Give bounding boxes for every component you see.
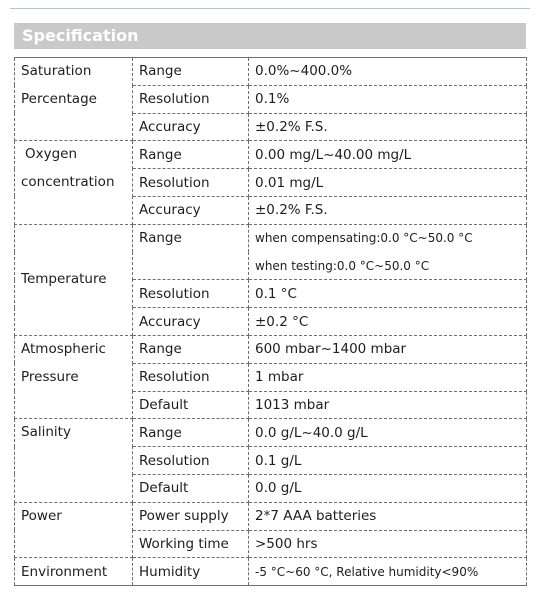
param-value: ±0.2 °C [249,308,527,336]
param-value: 0.00 mg/L~40.00 mg/L [249,141,527,169]
spec-table [14,57,527,586]
category-salinity: Salinity [15,419,133,502]
param-value: >500 hrs [249,530,527,558]
param-label: Resolution [133,169,249,197]
category-line: Saturation [21,63,92,79]
param-label: Resolution [133,280,249,308]
param-label: Accuracy [133,308,249,336]
category-line: concentration [21,174,115,191]
category-power: Power [15,502,133,558]
param-label: Resolution [133,363,249,391]
param-value: 0.0 g/L~40.0 g/L [249,419,527,447]
param-value: 0.1 °C [249,280,527,308]
section-header: Specification [14,23,526,49]
param-label: Range [133,419,249,447]
category-saturation [15,58,133,141]
param-value: -5 °C~60 °C, Relative humidity<90% [249,558,527,586]
param-label: Power supply [133,502,249,530]
category-oxygen [15,141,133,224]
param-label: Default [133,474,249,502]
category-atmospheric-pressure [15,335,133,418]
param-value: 2*7 AAA batteries [249,502,527,530]
category-line: Percentage [21,90,97,107]
table-row [15,419,527,447]
table-row [15,141,527,169]
param-label: Resolution [133,85,249,113]
category-line: Oxygen [25,146,78,163]
param-label: Accuracy [133,113,249,141]
param-label: Default [133,391,249,419]
param-value: 0.0 g/L [249,474,527,502]
param-label: Accuracy [133,196,249,224]
param-value: 0.1 g/L [249,447,527,475]
category-line: Atmospheric [21,340,106,357]
param-label: Working time [133,530,249,558]
table-row [15,335,527,363]
param-value: ±0.2% F.S. [249,196,527,224]
table-row [15,502,527,530]
param-value: 0.01 mg/L [249,169,527,197]
table-row [15,558,527,586]
param-value: 600 mbar~1400 mbar [249,335,527,363]
top-divider [10,8,530,9]
param-value: 1 mbar [249,363,527,391]
param-label: Resolution [133,447,249,475]
table-row [15,58,527,86]
param-label: Range [133,141,249,169]
param-value: when testing:0.0 °C~50.0 °C [249,252,527,280]
category-environment: Environment [15,558,133,586]
param-value: ±0.2% F.S. [249,113,527,141]
param-label: Range [133,58,249,86]
category-line: Pressure [21,368,79,385]
param-value: 1013 mbar [249,391,527,419]
param-label: Humidity [133,558,249,586]
category-temperature: Temperature [15,224,133,335]
param-value: 0.0%~400.0% [249,58,527,86]
param-value: 0.1% [249,85,527,113]
param-label: Range [133,335,249,363]
table-row [15,224,527,252]
param-label: Range [133,224,249,280]
param-value: when compensating:0.0 °C~50.0 °C [249,224,527,252]
